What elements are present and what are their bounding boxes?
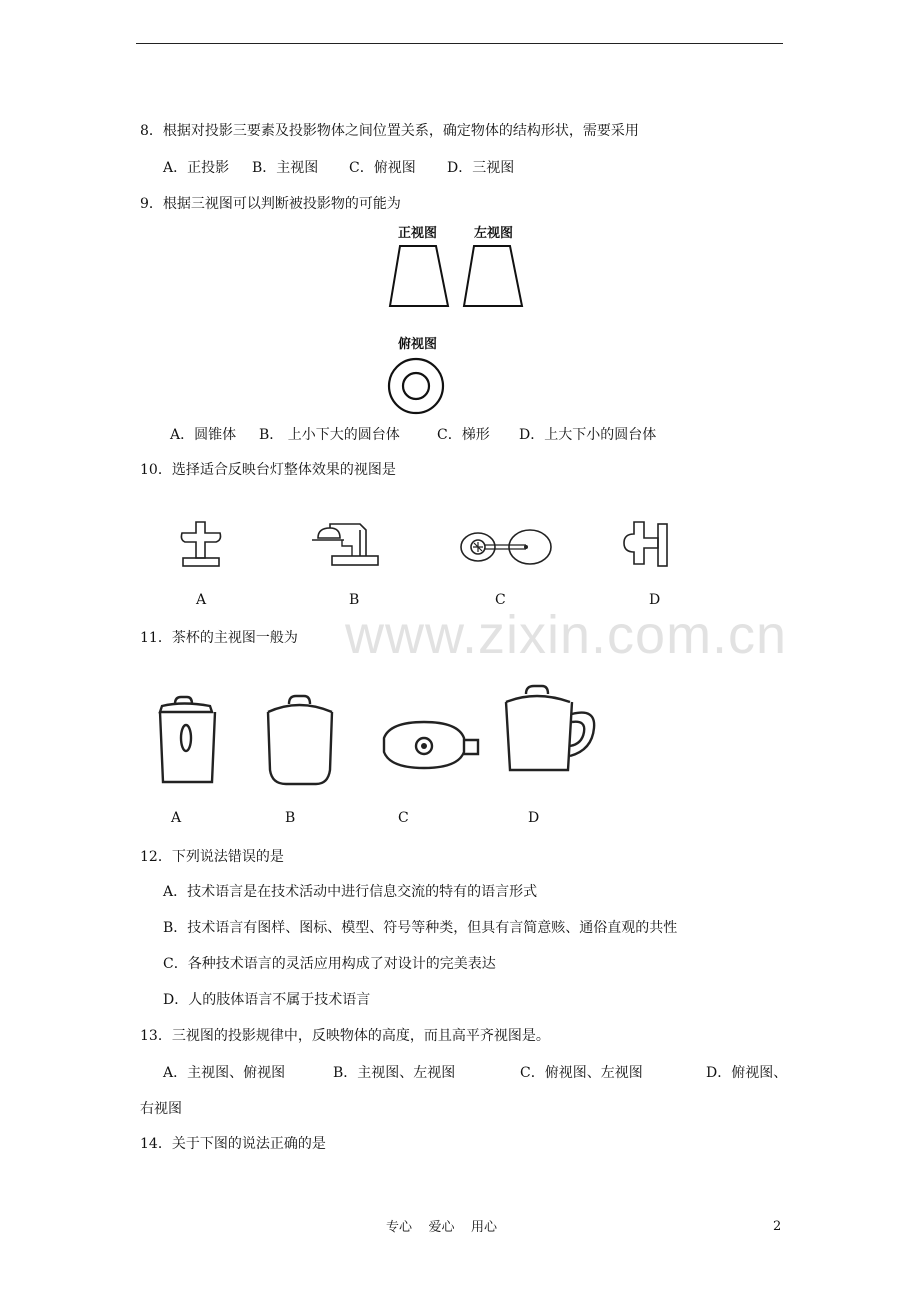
q11-cup-c-figure [374, 716, 482, 776]
top-view-inner-circle [403, 373, 429, 399]
q10-label-b: B [349, 592, 360, 608]
q12-option-d: D．人的肢体语言不属于技术语言 [163, 992, 371, 1008]
q11-stem: 11．茶杯的主视图一般为 [140, 630, 298, 646]
q9-left-view-label: 左视图 [474, 226, 514, 241]
q9-top-view-figure [384, 355, 448, 417]
q9-option-a: A．圆锥体 [170, 427, 237, 443]
q10-lamp-a-figure [178, 520, 224, 570]
q13-option-a: A．主视图、俯视图 [163, 1065, 286, 1081]
q8-option-a: A．正投影 [163, 160, 230, 176]
q11-cup-a-figure [150, 690, 222, 790]
header-rule [136, 43, 783, 44]
q9-top-view-label: 俯视图 [398, 337, 438, 352]
q11-label-a: A [171, 810, 182, 826]
q13-stem: 13．三视图的投影规律中，反映物体的高度，而且高平齐视图是。 [140, 1028, 550, 1044]
q9-option-d: D．上大下小的圆台体 [519, 427, 657, 443]
q11-label-d: D [528, 810, 540, 826]
q9-front-left-views-figure [386, 244, 526, 310]
q11-label-b: B [285, 810, 296, 826]
q8-option-b: B．主视图 [252, 160, 319, 176]
q10-stem: 10．选择适合反映台灯整体效果的视图是 [140, 462, 396, 478]
top-view-outer-circle [389, 359, 443, 413]
q13-option-d-continued: 右视图 [140, 1101, 182, 1117]
q12-option-b: B．技术语言有图样、图标、模型、符号等种类，但具有言简意赅、通俗直观的共性 [163, 920, 678, 936]
q9-stem: 9．根据三视图可以判断被投影物的可能为 [140, 196, 401, 212]
q11-label-c: C [398, 810, 409, 826]
q10-label-d: D [649, 592, 661, 608]
footer-motto: 专心 爱心 用心 [386, 1220, 498, 1235]
q10-label-c: C [495, 592, 506, 608]
q12-stem: 12．下列说法错误的是 [140, 849, 284, 865]
q14-stem: 14．关于下图的说法正确的是 [140, 1136, 326, 1152]
q11-cup-b-figure [262, 690, 336, 790]
watermark: www.zixin.com.cn [345, 605, 788, 665]
front-view-trapezoid [390, 246, 448, 306]
q10-lamp-b-figure [308, 520, 382, 570]
q10-lamp-c-figure [458, 526, 554, 568]
q13-option-b: B．主视图、左视图 [333, 1065, 456, 1081]
q10-label-a: A [196, 592, 207, 608]
q8-stem: 8．根据对投影三要素及投影物体之间位置关系，确定物体的结构形状，需要采用 [140, 123, 639, 139]
q13-option-c: C．俯视图、左视图 [520, 1065, 643, 1081]
left-view-trapezoid [464, 246, 522, 306]
page-number: 2 [773, 1219, 782, 1234]
q10-lamp-d-figure [620, 518, 672, 572]
q12-option-c: C．各种技术语言的灵活应用构成了对设计的完美表达 [163, 956, 496, 972]
q9-option-c: C．梯形 [437, 427, 490, 443]
q12-option-a: A．技术语言是在技术活动中进行信息交流的特有的语言形式 [163, 884, 538, 900]
q8-option-d: D．三视图 [447, 160, 515, 176]
q8-option-c: C．俯视图 [349, 160, 416, 176]
q9-option-b: B． 上小下大的圆台体 [259, 427, 400, 443]
q9-front-view-label: 正视图 [398, 226, 438, 241]
q13-option-d: D．俯视图、 [706, 1065, 788, 1081]
q11-cup-d-figure [496, 680, 602, 778]
